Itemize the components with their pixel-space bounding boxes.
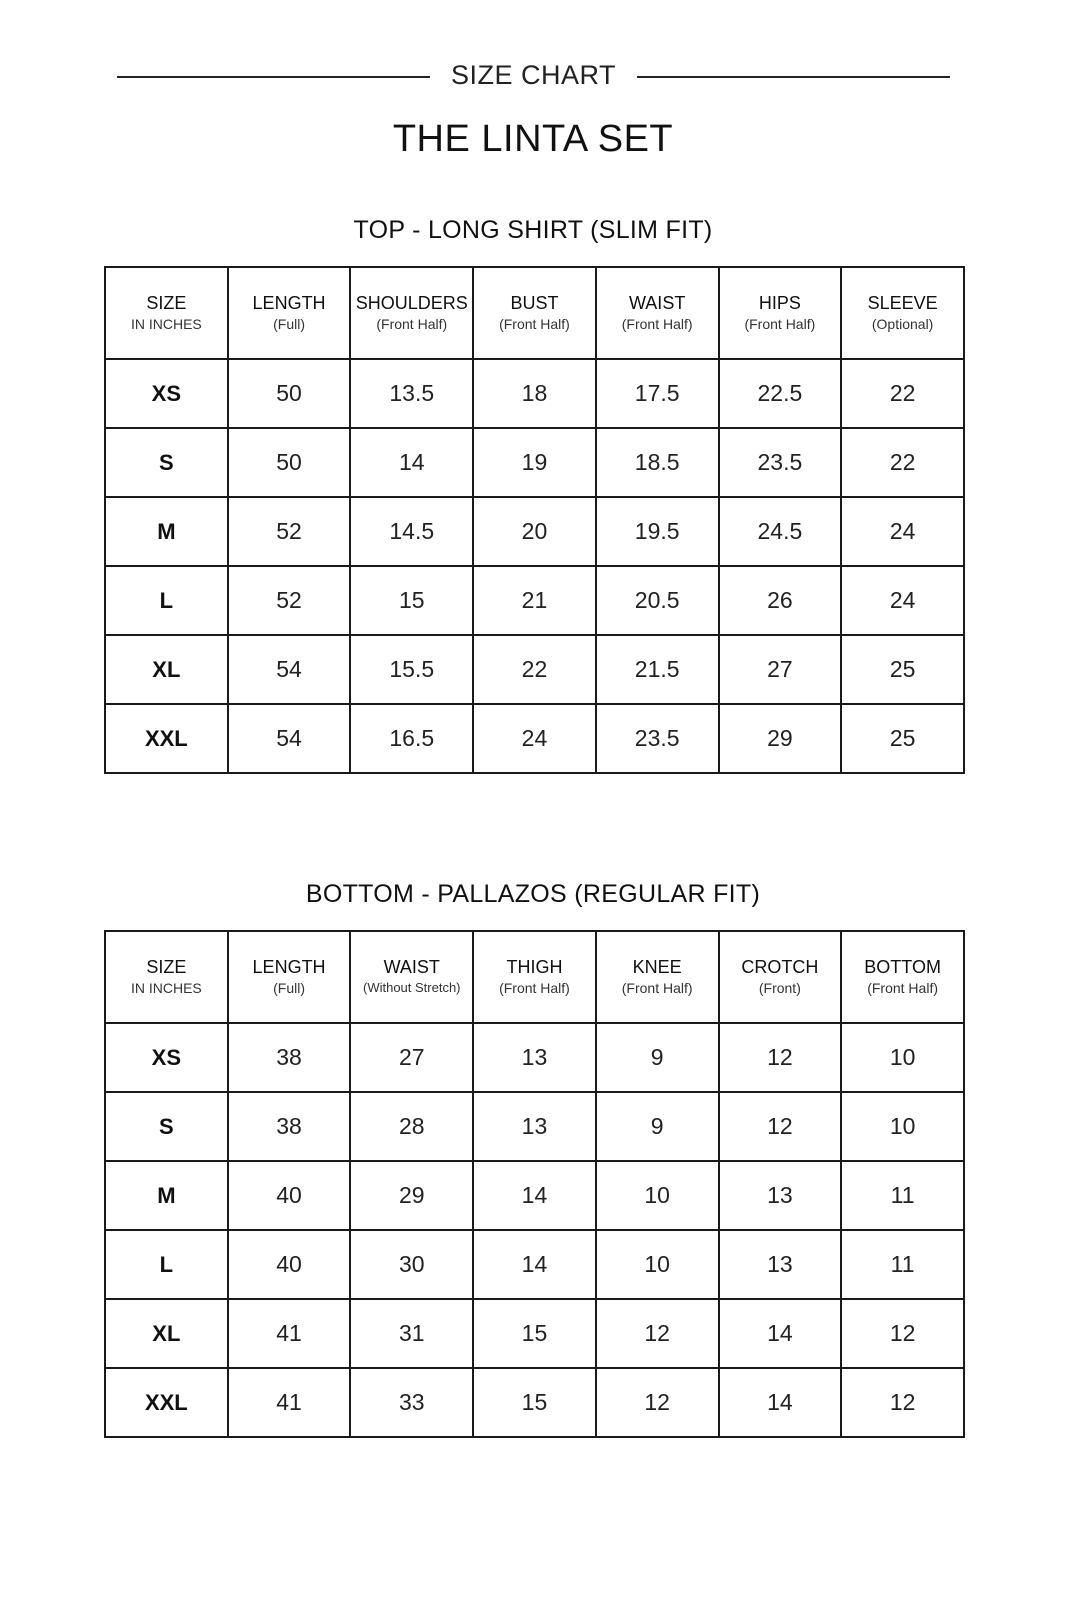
table-row — [105, 1161, 964, 1230]
column-header-sublabel: (Front Half) — [499, 316, 570, 332]
table-cell: 20 — [473, 497, 596, 566]
table-cell: 19.5 — [596, 497, 719, 566]
column-header-label: WAIST — [628, 293, 686, 313]
table-cell: 52 — [228, 497, 351, 566]
table-cell: 27 — [719, 635, 842, 704]
table-cell: 50 — [228, 359, 351, 428]
column-header-label: KNEE — [632, 957, 682, 977]
table-cell: 14.5 — [350, 497, 473, 566]
top-size-table — [104, 266, 965, 774]
table-cell: 18 — [473, 359, 596, 428]
table-cell: 52 — [228, 566, 351, 635]
column-header-label: SHOULDERS — [355, 293, 468, 313]
table-cell: 23.5 — [719, 428, 842, 497]
size-cell: S — [105, 1092, 228, 1161]
column-header-sublabel: (Front Half) — [621, 316, 693, 332]
column-header — [350, 267, 473, 359]
table-cell: 22 — [473, 635, 596, 704]
column-header-sublabel: (Front Half) — [867, 980, 938, 996]
table-row — [105, 566, 964, 635]
table-cell: 28 — [350, 1092, 473, 1161]
table-cell: 54 — [228, 635, 351, 704]
column-header — [841, 931, 964, 1023]
table-cell: 18.5 — [596, 428, 719, 497]
table-cell: 40 — [228, 1230, 351, 1299]
column-header — [719, 267, 842, 359]
column-header-label: LENGTH — [252, 293, 326, 313]
table-cell: 21 — [473, 566, 596, 635]
table-row — [105, 1230, 964, 1299]
column-header-sublabel: (Without Stretch) — [362, 980, 461, 995]
table-cell: 38 — [228, 1023, 351, 1092]
table-cell: 24 — [841, 497, 964, 566]
table-cell: 11 — [841, 1230, 964, 1299]
table-cell: 17.5 — [596, 359, 719, 428]
table-cell: 29 — [350, 1161, 473, 1230]
table-row — [105, 635, 964, 704]
table-cell: 13 — [473, 1092, 596, 1161]
column-header-sublabel: (Full) — [273, 980, 305, 996]
column-header — [228, 931, 351, 1023]
table-cell: 23.5 — [596, 704, 719, 773]
column-header-label: HIPS — [758, 293, 801, 313]
column-header — [596, 267, 719, 359]
column-header-label: LENGTH — [252, 957, 326, 977]
size-cell: XS — [105, 359, 228, 428]
table-cell: 11 — [841, 1161, 964, 1230]
table-cell: 26 — [719, 566, 842, 635]
table-cell: 14 — [719, 1299, 842, 1368]
table-cell: 50 — [228, 428, 351, 497]
column-header — [228, 267, 351, 359]
size-cell: M — [105, 1161, 228, 1230]
bottom-size-table — [104, 930, 965, 1438]
table-row — [105, 1368, 964, 1437]
column-header-label: SLEEVE — [867, 293, 938, 313]
table-cell: 25 — [841, 704, 964, 773]
table-cell: 25 — [841, 635, 964, 704]
table-cell: 24 — [841, 566, 964, 635]
table-row — [105, 428, 964, 497]
size-cell: L — [105, 1230, 228, 1299]
table-cell: 13 — [719, 1230, 842, 1299]
column-header — [841, 267, 964, 359]
top-section-title: TOP - LONG SHIRT (SLIM FIT) — [353, 216, 713, 244]
table-cell: 21.5 — [596, 635, 719, 704]
table-cell: 24 — [473, 704, 596, 773]
column-header-sublabel: IN INCHES — [130, 316, 202, 332]
table-row — [105, 1023, 964, 1092]
column-header-sublabel: (Optional) — [871, 316, 934, 332]
table-cell: 54 — [228, 704, 351, 773]
column-header-label: THIGH — [506, 957, 563, 977]
table-header-row — [105, 267, 964, 359]
table-row — [105, 1299, 964, 1368]
header-divider-right — [637, 76, 950, 78]
table-cell: 20.5 — [596, 566, 719, 635]
table-cell: 12 — [596, 1368, 719, 1437]
product-title: THE LINTA SET — [392, 118, 674, 160]
table-cell: 12 — [841, 1299, 964, 1368]
table-cell: 13 — [719, 1161, 842, 1230]
table-cell: 10 — [596, 1161, 719, 1230]
table-cell: 13.5 — [350, 359, 473, 428]
table-cell: 15 — [473, 1368, 596, 1437]
column-header-sublabel: (Front Half) — [376, 316, 448, 332]
table-cell: 14 — [473, 1161, 596, 1230]
size-cell: M — [105, 497, 228, 566]
table-cell: 15 — [350, 566, 473, 635]
size-cell: XS — [105, 1023, 228, 1092]
column-header — [596, 931, 719, 1023]
table-cell: 22 — [841, 359, 964, 428]
table-cell: 29 — [719, 704, 842, 773]
size-cell: S — [105, 428, 228, 497]
table-cell: 41 — [228, 1299, 351, 1368]
table-row — [105, 359, 964, 428]
column-header-sublabel: (Front Half) — [621, 980, 693, 996]
column-header-sublabel: IN INCHES — [130, 980, 202, 996]
column-header-sublabel: (Front Half) — [744, 316, 816, 332]
table-cell: 14 — [350, 428, 473, 497]
table-row — [105, 1092, 964, 1161]
table-cell: 12 — [841, 1368, 964, 1437]
table-row — [105, 497, 964, 566]
table-cell: 9 — [596, 1023, 719, 1092]
size-cell: XL — [105, 1299, 228, 1368]
column-header — [473, 267, 596, 359]
table-cell: 31 — [350, 1299, 473, 1368]
column-header — [350, 931, 473, 1023]
header-divider-left — [117, 76, 430, 78]
table-cell: 10 — [841, 1023, 964, 1092]
size-cell: XXL — [105, 704, 228, 773]
table-cell: 9 — [596, 1092, 719, 1161]
table-cell: 30 — [350, 1230, 473, 1299]
column-header-label: BOTTOM — [864, 957, 941, 977]
table-cell: 19 — [473, 428, 596, 497]
table-cell: 14 — [719, 1368, 842, 1437]
size-cell: L — [105, 566, 228, 635]
column-header — [473, 931, 596, 1023]
table-cell: 40 — [228, 1161, 351, 1230]
table-cell: 14 — [473, 1230, 596, 1299]
size-cell: XXL — [105, 1368, 228, 1437]
table-cell: 22 — [841, 428, 964, 497]
column-header-sublabel: (Full) — [273, 316, 305, 332]
table-cell: 12 — [719, 1023, 842, 1092]
chart-label: SIZE CHART — [450, 60, 617, 90]
table-cell: 24.5 — [719, 497, 842, 566]
table-header-row — [105, 931, 964, 1023]
column-header-sublabel: (Front Half) — [499, 980, 570, 996]
table-cell: 41 — [228, 1368, 351, 1437]
column-header-label: CROTCH — [741, 957, 819, 977]
column-header — [105, 267, 228, 359]
table-cell: 10 — [841, 1092, 964, 1161]
column-header-label: BUST — [510, 293, 559, 313]
column-header — [719, 931, 842, 1023]
table-cell: 12 — [719, 1092, 842, 1161]
column-header-label: SIZE — [146, 957, 187, 977]
column-header-label: SIZE — [146, 293, 187, 313]
table-cell: 27 — [350, 1023, 473, 1092]
column-header — [105, 931, 228, 1023]
table-cell: 12 — [596, 1299, 719, 1368]
column-header-sublabel: (Front) — [758, 980, 801, 996]
column-header-label: WAIST — [383, 957, 440, 977]
table-cell: 10 — [596, 1230, 719, 1299]
table-cell: 22.5 — [719, 359, 842, 428]
table-cell: 13 — [473, 1023, 596, 1092]
table-cell: 15.5 — [350, 635, 473, 704]
size-cell: XL — [105, 635, 228, 704]
table-cell: 33 — [350, 1368, 473, 1437]
table-row — [105, 704, 964, 773]
bottom-section-title: BOTTOM - PALLAZOS (REGULAR FIT) — [305, 880, 761, 908]
table-cell: 15 — [473, 1299, 596, 1368]
table-cell: 38 — [228, 1092, 351, 1161]
table-cell: 16.5 — [350, 704, 473, 773]
